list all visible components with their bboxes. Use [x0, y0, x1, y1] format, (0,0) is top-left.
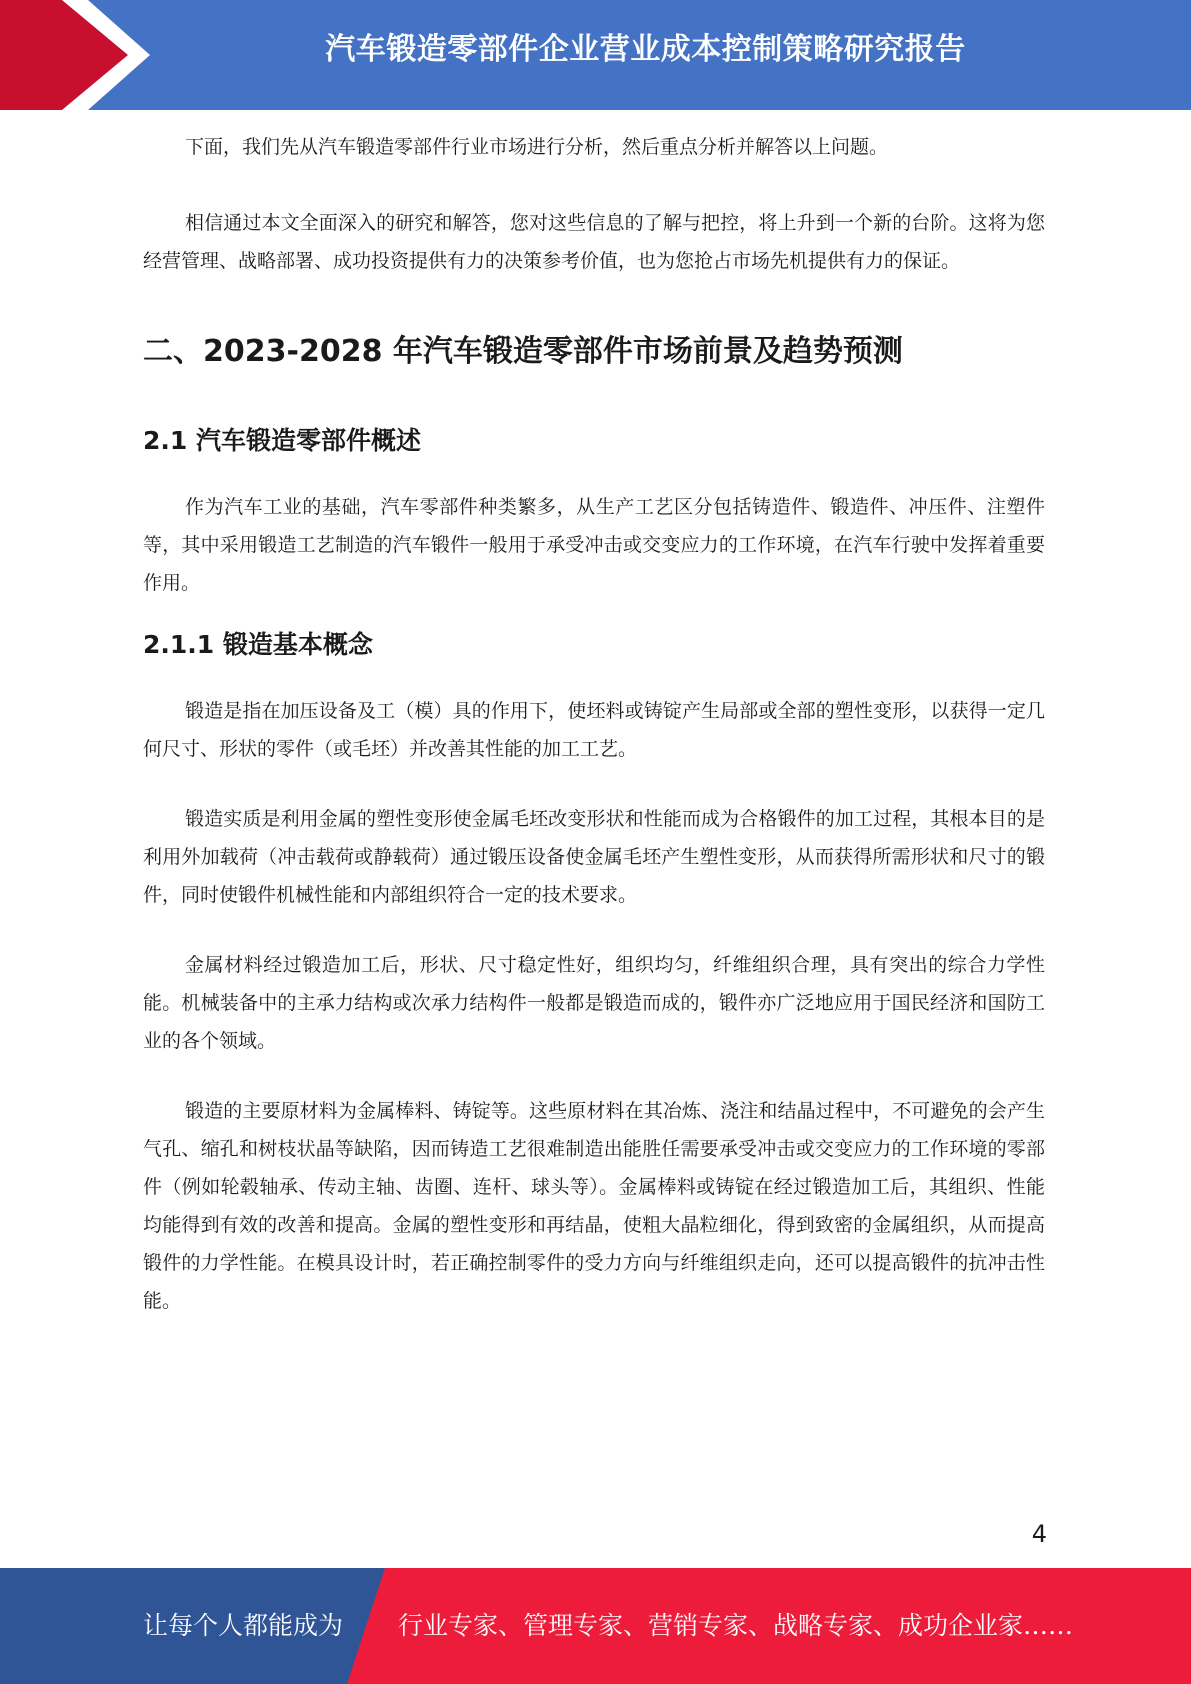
- intro-paragraph: 相信通过本文全面深入的研究和解答，您对这些信息的了解与把控，将上升到一个新的台阶。这将为您经营管理、战略部署、成功投资提供有力的决策参考价值，也为您抢占市场先机提供有力的保证。: [143, 212, 1045, 272]
- intro-paragraph: 下面，我们先从汽车锻造零部件行业市场进行分析，然后重点分析并解答以上问题。: [185, 136, 889, 158]
- section-heading: 二、2023-2028 年汽车锻造零部件市场前景及趋势预测: [143, 334, 903, 369]
- page-footer: [0, 1568, 1191, 1684]
- footer-slogan-left: 让每个人都能成为: [143, 1611, 344, 1640]
- concept-paragraph: 锻造是指在加压设备及工（模）具的作用下，使坯料或铸锭产生局部或全部的塑性变形，以获得一定几何尺寸、形状的零件（或毛坯）并改善其性能的加工工艺。: [143, 700, 1045, 760]
- page-header: [0, 0, 1191, 110]
- footer-slogan-right: 行业专家、管理专家、营销专家、战略专家、成功企业家……: [398, 1611, 1074, 1640]
- concept-paragraph: 锻造实质是利用金属的塑性变形使金属毛坯改变形状和性能而成为合格锻件的加工过程，其根本目的是利用外加载荷（冲击载荷或静载荷）通过锻压设备使金属毛坯产生塑性变形，从而获得所需形状和尺寸的锻件，同时使锻件机械性能和内部组织符合一定的技术要求。: [143, 808, 1045, 906]
- concept-paragraph: 金属材料经过锻造加工后，形状、尺寸稳定性好，组织均匀，纤维组织合理，具有突出的综合力学性能。机械装备中的主承力结构或次承力结构件一般都是锻造而成的，锻件亦广泛地应用于国民经济和国防工业的各个领域。: [143, 954, 1045, 1052]
- subsection-paragraph: 作为汽车工业的基础，汽车零部件种类繁多，从生产工艺区分包括铸造件、锻造件、冲压件、注塑件等，其中采用锻造工艺制造的汽车锻件一般用于承受冲击或交变应力的工作环境，在汽车行驶中发挥着重要作用。: [143, 496, 1045, 594]
- concept-paragraph: 锻造的主要原材料为金属棒料、铸锭等。这些原材料在其冶炼、浇注和结晶过程中，不可避免的会产生气孔、缩孔和树枝状晶等缺陷，因而铸造工艺很难制造出能胜任需要承受冲击或交变应力的工作环境的零部件（例如轮毂轴承、传动主轴、齿圈、连杆、球头等）。金属棒料或铸锭在经过锻造加工后，其组织、性能均能得到有效的改善和提高。金属的塑性变形和再结晶，使粗大晶粒细化，得到致密的金属组织，从而提高锻件的力学性能。在模具设计时，若正确控制零件的受力方向与纤维组织走向，还可以提高锻件的抗冲击性能。: [143, 1100, 1045, 1312]
- page-number: 4: [1031, 1520, 1047, 1548]
- subsection-heading: 2.1 汽车锻造零部件概述: [143, 426, 421, 455]
- subsubsection-heading: 2.1.1 锻造基本概念: [143, 630, 373, 659]
- report-title: 汽车锻造零部件企业营业成本控制策略研究报告: [325, 32, 966, 67]
- document-body: [143, 128, 1045, 1320]
